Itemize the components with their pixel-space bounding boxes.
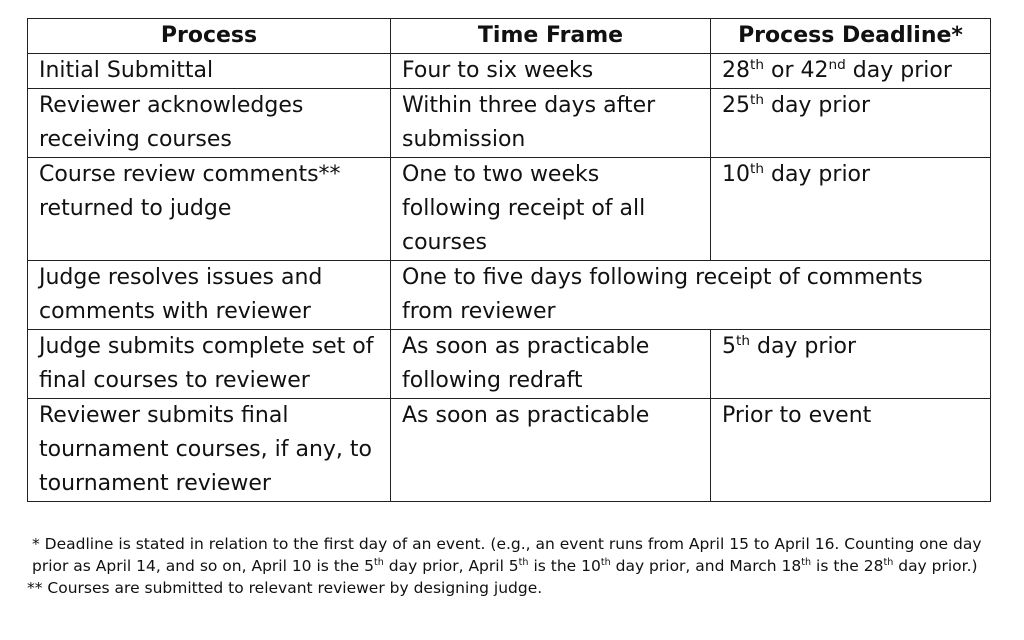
ordinal-suffix: th	[374, 557, 384, 569]
process-cell: Judge resolves issues and comments with reviewer	[28, 261, 391, 330]
footnote-text: * Deadline is stated in relation to the first day of an event. (e.g., an event runs from April 15 to April 16. Counting one day prior as April 14, and so on, April 10 is the 5	[32, 535, 982, 575]
header-time-frame: Time Frame	[391, 19, 711, 54]
time-frame-cell: Within three days after submission	[391, 89, 711, 158]
deadline-day-number: 28	[722, 58, 750, 83]
table-row	[28, 158, 991, 261]
time-frame-cell: Four to six weeks	[391, 54, 711, 89]
time-frame-cell: As soon as practicable	[391, 399, 711, 502]
deadline-day-number: 42	[800, 58, 829, 83]
table-row	[28, 261, 991, 330]
header-process: Process	[28, 19, 391, 54]
deadline-cell	[711, 330, 991, 399]
ordinal-suffix: th	[801, 557, 812, 569]
ordinal-suffix: th	[600, 557, 611, 569]
deadline-cell	[711, 89, 991, 158]
deadline-day-number: 10	[722, 162, 750, 187]
process-cell: Initial Submittal	[28, 54, 391, 89]
header-row	[28, 19, 991, 54]
footnote-text: day prior.)	[893, 557, 978, 575]
deadline-day-number: 5	[722, 334, 736, 359]
deadline-cell	[711, 158, 991, 261]
ordinal-suffix: th	[750, 91, 764, 108]
deadline-connector: or	[763, 58, 801, 83]
process-deadline-table	[27, 18, 991, 502]
footnote-text: is the 10	[528, 557, 601, 575]
table-row	[28, 399, 991, 502]
table-row	[28, 330, 991, 399]
footnote-text: is the 28	[811, 557, 884, 575]
table-row	[28, 54, 991, 89]
footnote-text: day prior, April 5	[383, 557, 519, 575]
process-cell: Course review comments** returned to judge	[28, 158, 391, 261]
time-frame-cell: One to two weeks following receipt of all courses	[391, 158, 711, 261]
deadline-tail: day prior	[763, 93, 871, 118]
deadline-tail: day prior	[749, 334, 857, 359]
ordinal-suffix: th	[750, 160, 764, 177]
time-frame-cell-merged: One to five days following receipt of comments from reviewer	[391, 261, 991, 330]
deadline-footnote	[27, 533, 987, 577]
table-row	[28, 89, 991, 158]
ordinal-suffix: nd	[828, 56, 846, 73]
deadline-cell	[711, 54, 991, 89]
deadline-day-number: 25	[722, 93, 750, 118]
header-process-deadline: Process Deadline*	[711, 19, 991, 54]
process-cell: Judge submits complete set of final courses to reviewer	[28, 330, 391, 399]
ordinal-suffix: th	[736, 332, 750, 349]
footnotes	[27, 533, 987, 599]
courses-footnote: ** Courses are submitted to relevant reviewer by designing judge.	[27, 579, 543, 597]
ordinal-suffix: th	[883, 557, 894, 569]
ordinal-suffix: th	[750, 56, 764, 73]
process-cell: Reviewer submits final tournament courses, if any, to tournament reviewer	[28, 399, 391, 502]
time-frame-cell: As soon as practicable following redraft	[391, 330, 711, 399]
deadline-cell: Prior to event	[711, 399, 991, 502]
process-cell: Reviewer acknowledges receiving courses	[28, 89, 391, 158]
deadline-tail: day prior	[845, 58, 952, 83]
deadline-tail: day prior	[763, 162, 871, 187]
ordinal-suffix: th	[518, 557, 529, 569]
footnote-text: day prior, and March 18	[610, 557, 802, 575]
